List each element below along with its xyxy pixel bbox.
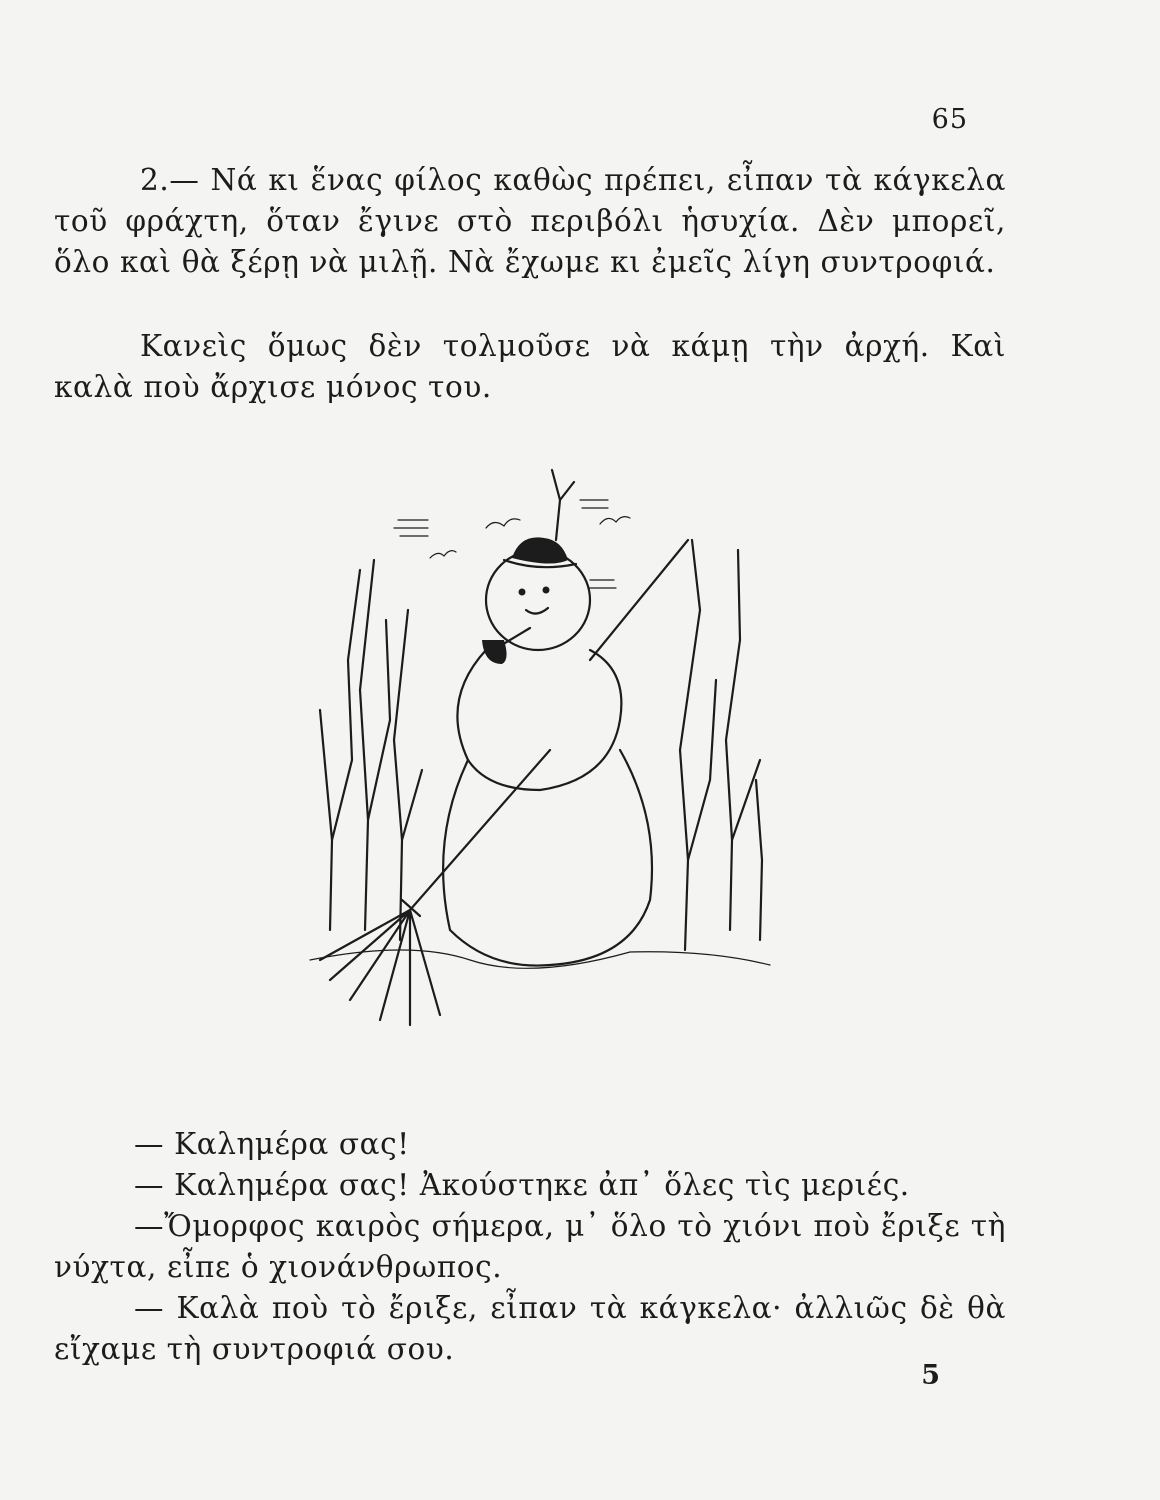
- page-number: 65: [931, 104, 968, 135]
- snowman-illustration: [290, 460, 790, 1080]
- signature-mark: 5: [921, 1360, 940, 1391]
- dialogue-block: [54, 1124, 1006, 1370]
- dialogue-line-1: — Καλημέρα σας!: [134, 1127, 410, 1161]
- dialogue-line-4: — Καλὰ ποὺ τὸ ἔριξε, εἶπαν τὰ κάγκελα· ἀλλιῶς δὲ θὰ εἴχαμε τὴ συντροφιά σου.: [54, 1291, 1006, 1366]
- paragraph-2: Κανεὶς ὅμως δὲν τολμοῦσε νὰ κάμῃ τὴν ἀρχή. Καὶ καλὰ ποὺ ἄρχισε μόνος του.: [54, 329, 1006, 404]
- paragraph-1: 2.— Νά κι ἕνας φίλος καθὼς πρέπει, εἶπαν τὰ κάγκελα τοῦ φράχτη, ὅταν ἔγινε στὸ περιβόλι ἡσυχία. Δὲν μπορεῖ, ὅλο καὶ θὰ ξέρῃ νὰ μιλῇ. Νὰ ἔχωμε κι ἐμεῖς λίγη συντροφιά.: [54, 163, 1006, 279]
- dialogue-line-2: — Καλημέρα σας! Ἀκούστηκε ἀπ᾽ ὅλες τὶς μεριές.: [134, 1168, 910, 1202]
- dialogue-line-3: —Ὄμορφος καιρὸς σήμερα, μ᾽ ὅλο τὸ χιόνι ποὺ ἔριξε τὴ νύχτα, εἶπε ὁ χιονάνθρωπος.: [54, 1209, 1006, 1284]
